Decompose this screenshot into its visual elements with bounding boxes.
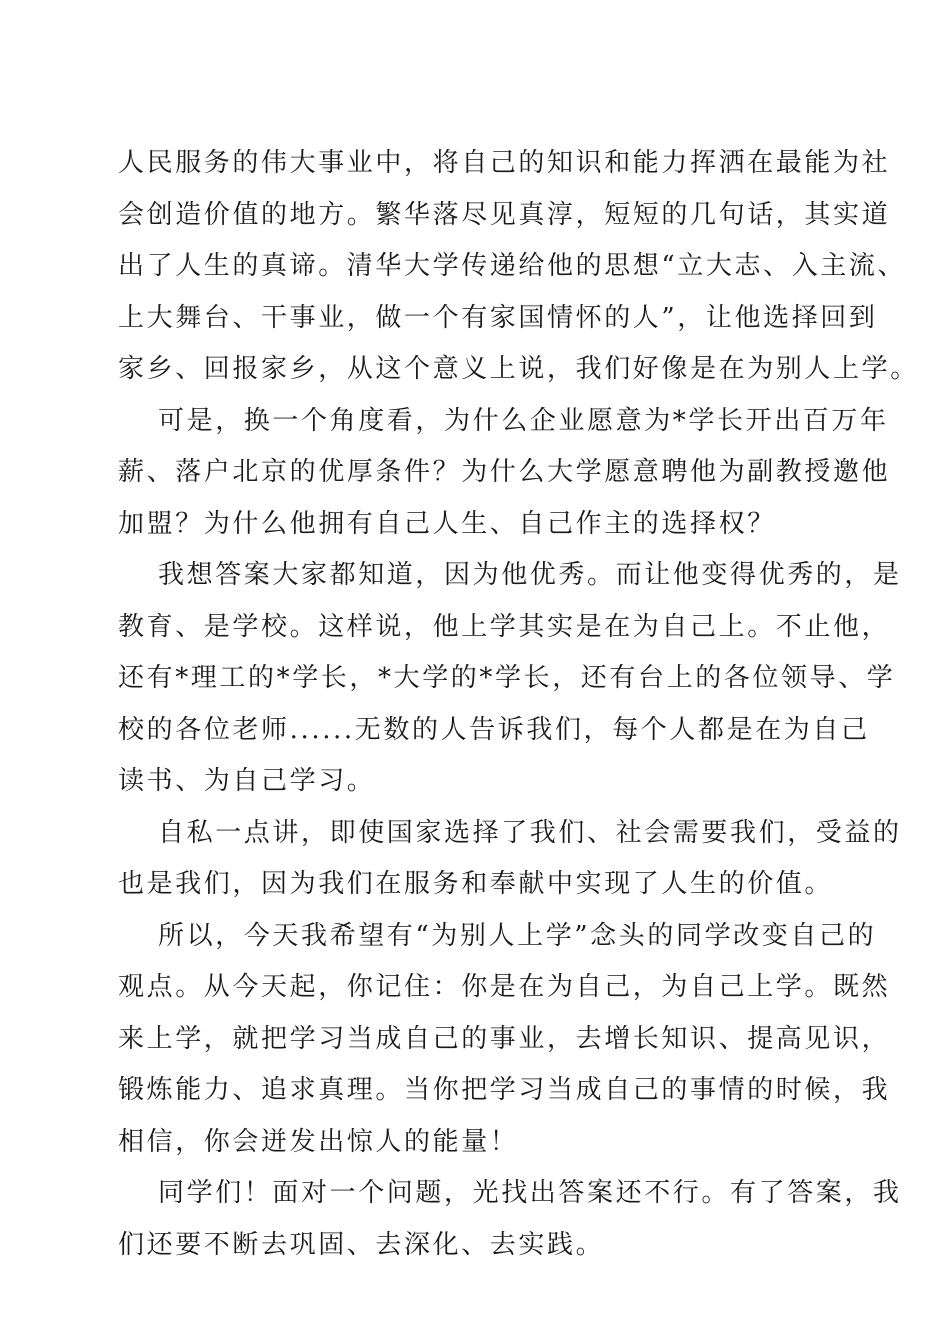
text-line: 出了人生的真谛。清华大学传递给他的思想“立大志、入主流、 [118, 251, 907, 281]
text-line: 来上学，就把学习当成自己的事业，去增长知识、提高见识， [118, 1023, 891, 1054]
paragraph-start-line: 可是，换一个角度看，为什么企业愿意为*学长开出百万年 [158, 405, 889, 436]
text-line: 也是我们，因为我们在服务和奉献中实现了人生的价值。 [118, 869, 834, 899]
text-line: 教育、是学校。这样说，他上学其实是在为自己上。不止他， [118, 611, 891, 642]
text-line: 还有*理工的*学长，*大学的*学长，还有台上的各位领导、学 [118, 663, 896, 693]
text-line: 家乡、回报家乡，从这个意义上说，我们好像是在为别人上学。 [118, 354, 919, 384]
text-line: 相信，你会迸发出惊人的能量！ [118, 1126, 519, 1157]
paragraph-start-line: 所以，今天我希望有“为别人上学”念头的同学改变自己的 [158, 920, 877, 951]
paragraph-start-line: 同学们！面对一个问题，光找出答案还不行。有了答案，我 [158, 1178, 902, 1208]
text-line: 锻炼能力、追求真理。当你把学习当成自己的事情的时候，我 [118, 1075, 891, 1105]
text-line: 校的各位老师......无数的人告诉我们，每个人都是在为自己 [118, 714, 870, 745]
text-line: 薪、落户北京的优厚条件？为什么大学愿意聘他为副教授邀他 [118, 457, 891, 487]
document-body [118, 138, 919, 1271]
paragraph-start-line: 我想答案大家都知道，因为他优秀。而让他变得优秀的，是 [158, 560, 902, 590]
paragraph-start-line: 自私一点讲，即使国家选择了我们、社会需要我们，受益的 [158, 817, 902, 848]
text-line: 会创造价值的地方。繁华落尽见真淳，短短的几句话，其实道 [118, 199, 891, 230]
text-line: 观点。从今天起，你记住：你是在为自己，为自己上学。既然 [118, 972, 891, 1002]
text-line: 加盟？为什么他拥有自己人生、自己作主的选择权？ [118, 508, 776, 539]
text-line: 上大舞台、干事业，做一个有家国情怀的人”，让他选择回到 [118, 302, 878, 333]
text-line: 人民服务的伟大事业中，将自己的知识和能力挥洒在最能为社 [118, 148, 891, 178]
text-line: 们还要不断去巩固、去深化、去实践。 [118, 1229, 605, 1260]
text-line: 读书、为自己学习。 [118, 766, 376, 796]
